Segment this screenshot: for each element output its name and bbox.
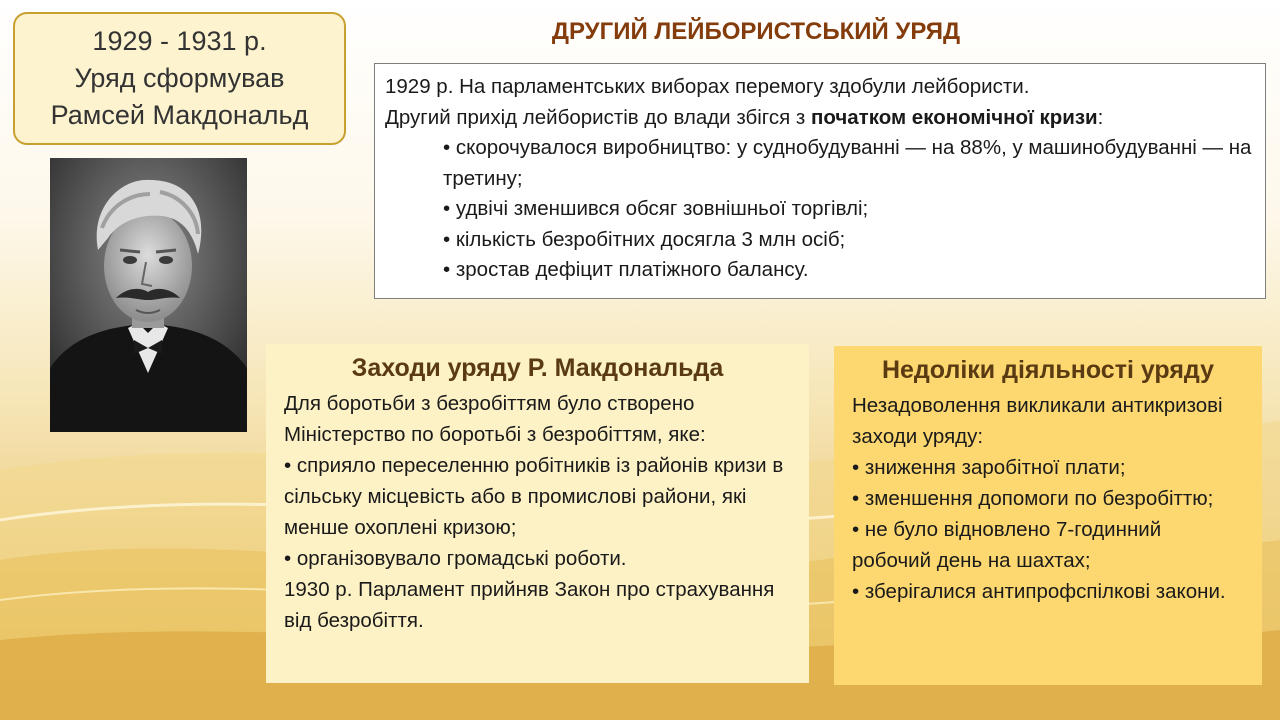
- prime-minister-name: Рамсей Макдональд: [50, 100, 309, 130]
- list-item: • скорочувалося виробництво: у суднобудуванні — на 88%, у машинобудуванні — на третину;: [443, 136, 1252, 190]
- list-item: • зниження заробітної плати;: [852, 456, 1126, 479]
- election-info-box: [374, 63, 1266, 299]
- period-caption: Уряд сформував: [74, 63, 285, 93]
- list-item: • організовувало громадські роботи.: [284, 547, 627, 570]
- list-item: • не було відновлено 7-годинний робочий день на шахтах;: [852, 518, 1162, 572]
- list-item: • сприяло переселенню робітників із районів кризи в сільську місцевість або в промислові райони, які менше охоплені кризою;: [284, 454, 784, 539]
- measures-intro: Для боротьби з безробіттям було створено Міністерство по боротьбі з безробіттям, яке:: [284, 392, 706, 446]
- election-result-text: 1929 р. На парламентських виборах перемогу здобули лейбористи.: [385, 75, 1030, 98]
- period-years: 1929 - 1931 р.: [92, 26, 267, 56]
- portrait-image: [50, 158, 247, 432]
- insurance-law-text: 1930 р. Парламент прийняв Закон про страхування від безробіття.: [284, 578, 775, 632]
- crisis-intro-prefix: Другий прихід лейбористів до влади збігся з: [385, 105, 811, 129]
- list-item: • зменшення допомоги по безробіттю;: [852, 487, 1214, 510]
- page-title: ДРУГИЙ ЛЕЙБОРИСТСЬКИЙ УРЯД: [551, 18, 961, 45]
- crisis-intro-text: [385, 103, 1255, 134]
- crisis-highlight: початком економічної кризи: [810, 105, 1098, 129]
- list-item: • зберігалися антипрофспілкові закони.: [852, 580, 1226, 603]
- government-measures-panel: [266, 344, 809, 683]
- government-shortcomings-panel: [834, 346, 1262, 685]
- list-item: • кількість безробітних досягла 3 млн осіб;: [443, 227, 846, 251]
- crisis-consequences-list: [385, 133, 1255, 286]
- list-item: • удвічі зменшився обсяг зовнішньої торгівлі;: [443, 197, 869, 220]
- crisis-intro-suffix: :: [1097, 105, 1104, 129]
- shortcomings-intro: Незадоволення викликали антикризові заходи уряду:: [852, 394, 1223, 448]
- shortcomings-heading: Недоліки діяльності уряду: [881, 356, 1215, 384]
- portrait-photo: [50, 158, 247, 432]
- period-box: [13, 12, 346, 145]
- measures-heading: Заходи уряду Р. Макдональда: [351, 354, 724, 382]
- list-item: • зростав дефіцит платіжного балансу.: [443, 258, 809, 281]
